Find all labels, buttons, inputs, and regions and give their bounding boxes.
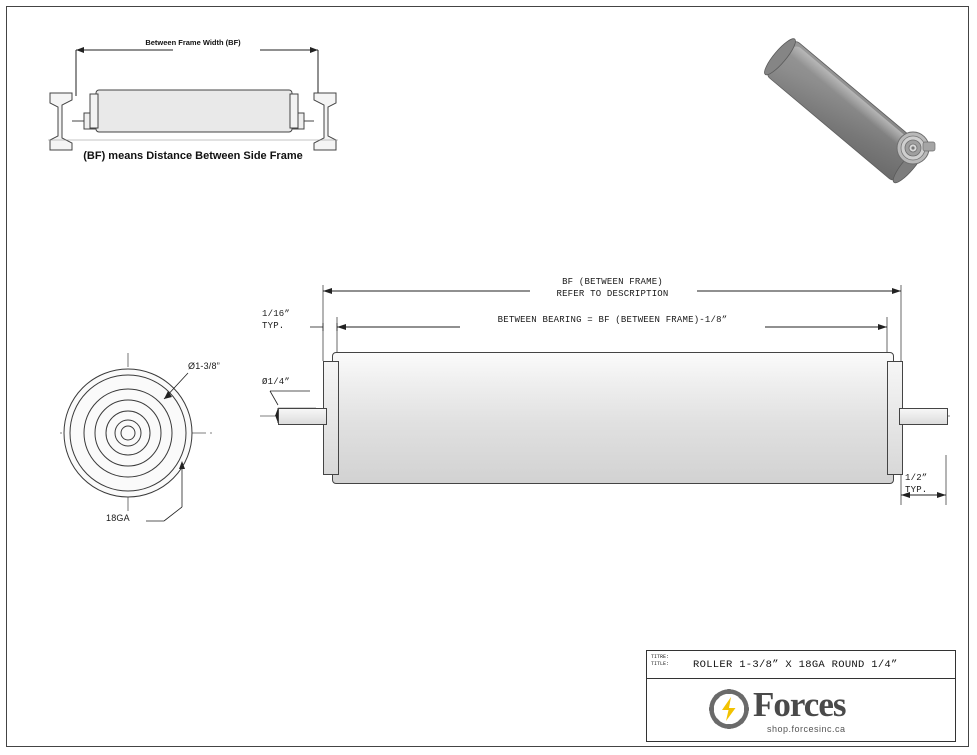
bf-dimension-line2: REFER TO DESCRIPTION — [556, 289, 669, 299]
title-block-key-fr: TITRE: — [651, 654, 670, 660]
roller-shaft-left — [278, 408, 327, 425]
bf-dimension-label: Between Frame Width (BF) — [145, 38, 241, 47]
title-block — [646, 650, 956, 742]
left-gap-label-line2: TYP. — [262, 321, 285, 331]
gear-bolt-icon — [707, 687, 751, 731]
shaft-diameter-label: Ø1/4” — [262, 377, 291, 387]
title-block-key-en: TITLE: — [651, 661, 670, 667]
bf-caption: (BF) means Distance Between Side Frame — [83, 150, 303, 162]
roller-shaft-right — [899, 408, 948, 425]
side-view — [250, 255, 950, 545]
left-gap-label-line1: 1/16” — [262, 309, 291, 319]
roller-3d-svg — [735, 30, 955, 190]
right-gap-label-line2: TYP. — [905, 485, 928, 495]
roller-3d-render — [735, 30, 955, 190]
title-block-product-title: ROLLER 1-3/8” X 18GA ROUND 1/4” — [693, 659, 898, 671]
end-view — [60, 335, 260, 535]
end-view-diameter-label: Ø1-3/8” — [188, 361, 220, 371]
title-block-title-row — [647, 651, 955, 679]
roller-body — [332, 352, 894, 484]
end-view-svg — [60, 335, 260, 535]
brand-name: Forces — [753, 685, 846, 724]
title-block-key — [651, 654, 669, 668]
bf-illustration — [28, 28, 358, 178]
brand-logo — [707, 683, 957, 741]
right-gap-label-line1: 1/2” — [905, 473, 928, 483]
brand-website: shop.forcesinc.ca — [767, 724, 846, 734]
between-bearing-note: BETWEEN BEARING = BF (BETWEEN FRAME)-1/8” — [497, 315, 728, 325]
end-view-gauge-label: 18GA — [106, 513, 130, 523]
bf-dimension-line1: BF (BETWEEN FRAME) — [562, 277, 663, 287]
